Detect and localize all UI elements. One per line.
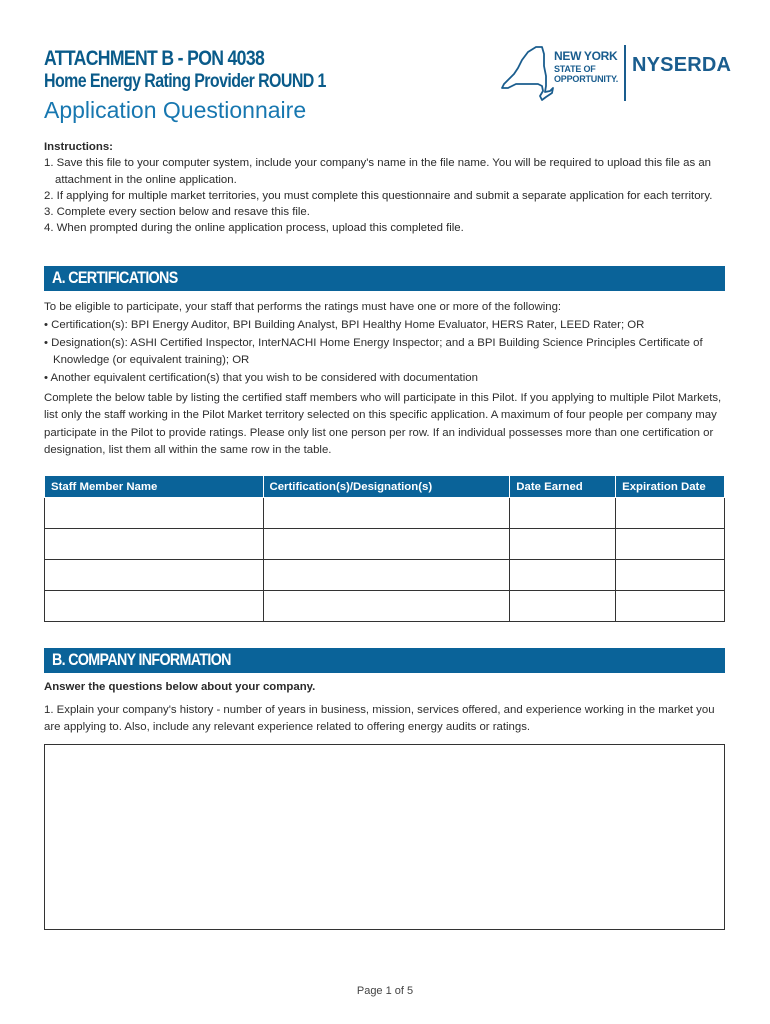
certifications-cell[interactable] [263,591,510,622]
document-title: Application Questionnaire [44,97,307,123]
date-earned-cell[interactable] [510,498,616,529]
requirement-bullet: • Certification(s): BPI Energy Auditor, BPI Building Analyst, BPI Healthy Home Evaluator, HERS Rater, LEED Rater; OR [44,318,645,331]
column-header-date-earned: Date Earned [510,476,616,498]
instruction-item: 3. Complete every section below and resave this file. [44,206,310,219]
question-1-answer-field[interactable] [44,744,725,930]
staff-table-header [45,476,725,498]
new-york-state-wordmark [554,50,618,84]
column-header-certifications: Certification(s)/Designation(s) [263,476,510,498]
column-header-expiration-date: Expiration Date [616,476,725,498]
staff-name-cell[interactable] [45,560,264,591]
date-earned-cell[interactable] [510,560,616,591]
certifications-cell[interactable] [263,560,510,591]
requirements-intro: To be eligible to participate, your staff that performs the ratings must have one or more of the following: [44,301,562,313]
program-subtitle: Home Energy Rating Provider ROUND 1 [44,71,326,92]
table-row [45,498,725,529]
instructions-heading: Instructions: [44,141,113,153]
instruction-item: 4. When prompted during the online application process, upload this completed file. [44,222,464,235]
logo-line-1: NEW YORK [554,49,618,63]
logo-line-2: STATE OF [554,64,596,74]
staff-table [44,476,725,622]
column-header-staff-name: Staff Member Name [45,476,264,498]
table-row [45,591,725,622]
nyserda-logo [498,42,730,104]
section-a-paragraph: Complete the below table by listing the certified staff members who will participate in this Pilot. If you applying to multiple Pilot Markets, list only the staff working in the Pilot Market territory selected on this specific application. A maximum of four people per company may participate in the Pilot to provide ratings. Please only list one person per row. If an individual possesses more than one certification or designation, list them all within the same row in the table. [44,392,722,456]
attachment-title: ATTACHMENT B - PON 4038 [44,47,265,70]
section-b-heading: B. COMPANY INFORMATION [52,650,231,669]
logo-divider [624,45,626,101]
expiration-date-cell[interactable] [616,560,725,591]
date-earned-cell[interactable] [510,591,616,622]
requirement-bullet: • Another equivalent certification(s) that you wish to be considered with documentation [44,372,478,385]
section-b-header [44,648,725,673]
certifications-cell[interactable] [263,529,510,560]
section-a-requirements [44,299,728,388]
table-row [45,560,725,591]
staff-name-cell[interactable] [45,529,264,560]
page-number: Page 1 of 5 [356,985,414,997]
certifications-cell[interactable] [263,498,510,529]
staff-name-cell[interactable] [45,498,264,529]
expiration-date-cell[interactable] [616,498,725,529]
instruction-item: 2. If applying for multiple market territories, you must complete this questionnaire and submit a separate application for each territory. [44,189,713,202]
expiration-date-cell[interactable] [616,529,725,560]
section-b-lead: Answer the questions below about your company. [44,681,316,693]
logo-line-3: OPPORTUNITY. [554,74,619,84]
new-york-state-outline-icon [498,44,554,102]
section-a-heading: A. CERTIFICATIONS [52,268,178,287]
expiration-date-cell[interactable] [616,591,725,622]
staff-name-cell[interactable] [45,591,264,622]
nyserda-wordmark: NYSERDA [632,54,732,76]
table-row [45,529,725,560]
section-a-header [44,266,725,291]
requirement-bullet: • Designation(s): ASHI Certified Inspector, InterNACHI Home Energy Inspector; and a BPI Building Science Principles Certificate of Knowledge (or equivalent training); OR [44,336,703,367]
question-1: 1. Explain your company's history - number of years in business, mission, services offered, and experience working in the market you are applying to. Also, include any relevant experience related to offering energy audits or ratings. [44,704,715,733]
instruction-item: 1. Save this file to your computer system, include your company's name in the file name. You will be required to upload this file as an attachment in the online application. [44,157,711,186]
instructions [44,139,734,237]
date-earned-cell[interactable] [510,529,616,560]
